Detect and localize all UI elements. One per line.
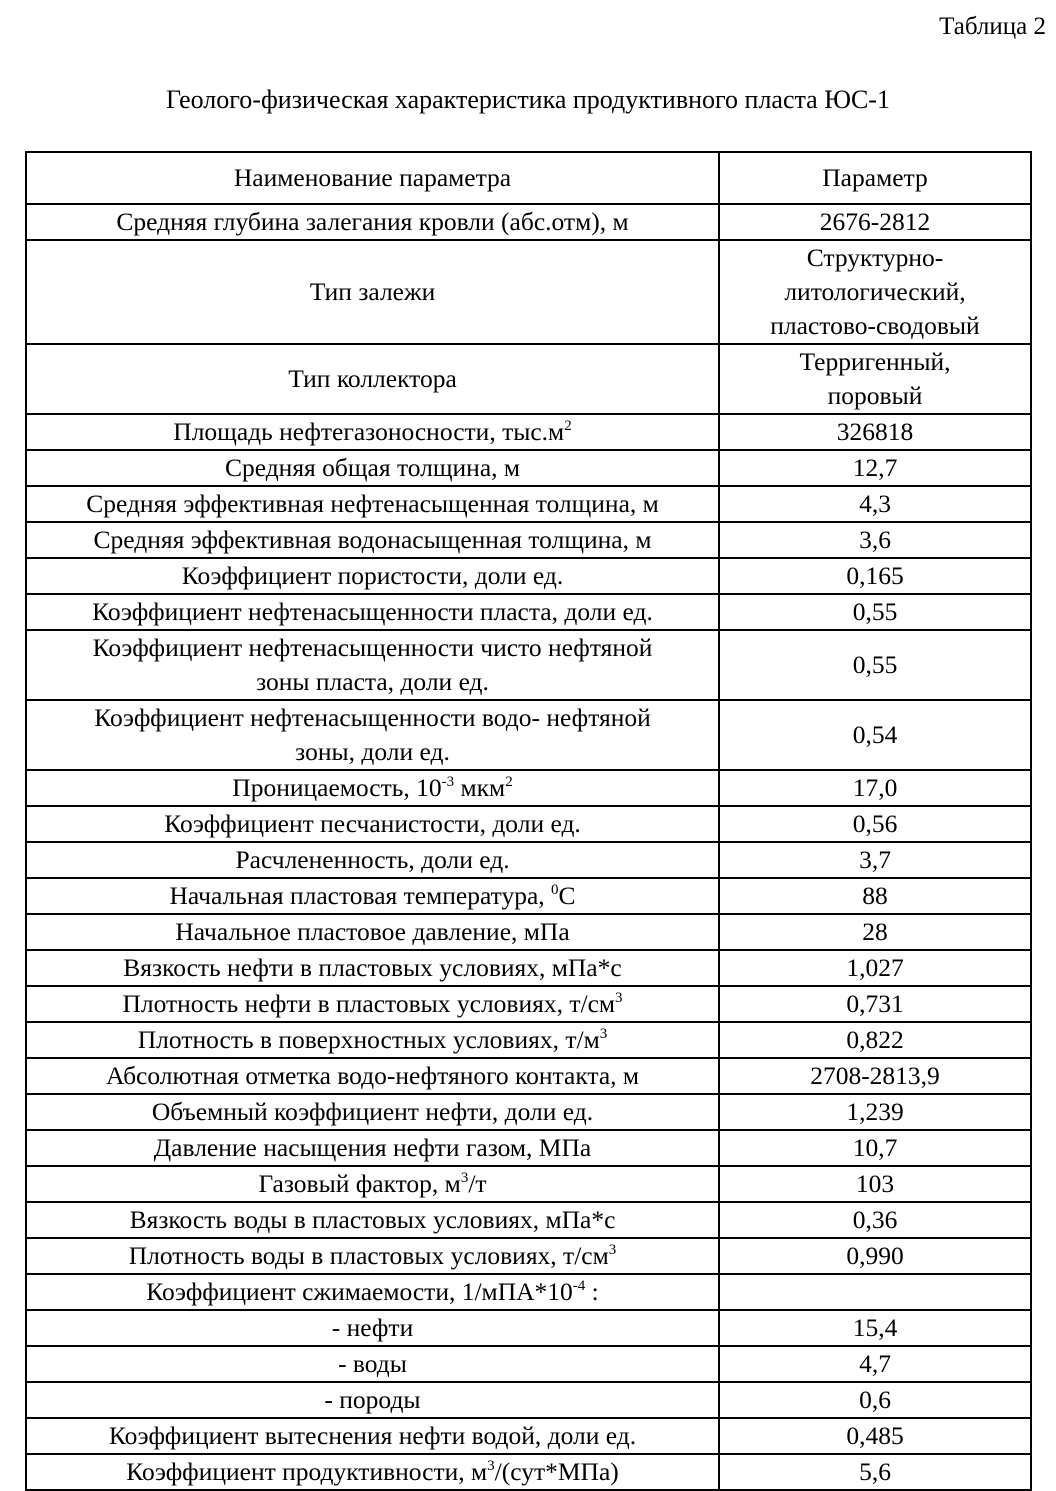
table-row [26,1454,1031,1490]
param-name-text: Начальная пластовая температура, [169,881,552,910]
param-value: 3,7 [719,842,1031,878]
table-row [26,1346,1031,1382]
param-name [26,630,719,700]
param-name-text: Плотность нефти в пластовых условиях, т/см [122,989,616,1018]
param-name: Начальное пластовое давление, мПа [26,914,719,950]
param-name-text: Проницаемость, 10 [232,773,442,802]
table-row [26,878,1031,914]
param-name: Коэффициент песчанистости, доли ед. [26,806,719,842]
param-value: 0,56 [719,806,1031,842]
param-name: - воды [26,1346,719,1382]
param-name: Тип коллектора [26,344,719,414]
table-row [26,1166,1031,1202]
param-name-tail: /(сут*МПа) [494,1457,619,1486]
table-row [26,1202,1031,1238]
param-name [26,986,719,1022]
table-row [26,1274,1031,1310]
value-line: литологический, [784,277,966,306]
param-name: Вязкость нефти в пластовых условиях, мПа*с [26,950,719,986]
table-row [26,558,1031,594]
param-value: 0,55 [719,630,1031,700]
param-value: 3,6 [719,522,1031,558]
table-row [26,1238,1031,1274]
superscript: 3 [487,1458,495,1474]
param-name [26,700,719,770]
param-value: 12,7 [719,450,1031,486]
value-line: Терригенный, [799,347,951,376]
table-row [26,770,1031,806]
param-value: 0,731 [719,986,1031,1022]
param-name: Средняя глубина залегания кровли (абс.отм), м [26,204,719,240]
table-row [26,1058,1031,1094]
table-row [26,1022,1031,1058]
table-row [26,486,1031,522]
param-name-text: Площадь нефтегазоносности, тыс.м [173,417,565,446]
table-row [26,240,1031,344]
param-name: Коэффициент вытеснения нефти водой, доли ед. [26,1418,719,1454]
param-value: 17,0 [719,770,1031,806]
param-name [26,1238,719,1274]
param-name: Тип залежи [26,240,719,344]
param-value: 28 [719,914,1031,950]
table-caption: Геолого-физическая характеристика продуктивного пласта ЮС-1 [166,85,890,114]
name-line: зоны пласта, доли ед. [256,667,489,696]
param-name: Давление насыщения нефти газом, МПа [26,1130,719,1166]
param-value: 0,990 [719,1238,1031,1274]
param-name: Средняя общая толщина, м [26,450,719,486]
param-value: 0,54 [719,700,1031,770]
value-line: пластово-сводовый [770,311,980,340]
table-row [26,344,1031,414]
param-value: 0,6 [719,1382,1031,1418]
table-row [26,914,1031,950]
param-name: Коэффициент пористости, доли ед. [26,558,719,594]
table-row [26,630,1031,700]
param-value: 0,165 [719,558,1031,594]
header-value: Параметр [719,152,1031,204]
table-row [26,594,1031,630]
table-header-row [26,152,1031,204]
param-name-text: Плотность воды в пластовых условиях, т/см [128,1241,609,1270]
superscript: 2 [505,774,513,790]
param-value: 4,7 [719,1346,1031,1382]
table-row [26,204,1031,240]
param-value: 103 [719,1166,1031,1202]
table-row [26,1382,1031,1418]
value-line: Структурно- [806,243,944,272]
param-name [26,1166,719,1202]
table-row [26,450,1031,486]
param-name: Объемный коэффициент нефти, доли ед. [26,1094,719,1130]
table-number: Таблица 2 [939,13,1046,40]
param-name-tail: : [585,1277,599,1306]
param-name-text: Плотность в поверхностных условиях, т/м [137,1025,600,1054]
table-row [26,842,1031,878]
param-value: 0,36 [719,1202,1031,1238]
table-row [26,986,1031,1022]
param-name-text: Коэффициент продуктивности, м [126,1457,488,1486]
param-value: 2708-2813,9 [719,1058,1031,1094]
name-line: зоны, доли ед. [295,737,450,766]
header-name: Наименование параметра [26,152,719,204]
table-row [26,1310,1031,1346]
param-name: - нефти [26,1310,719,1346]
param-value: 15,4 [719,1310,1031,1346]
table-row [26,1130,1031,1166]
param-name: - породы [26,1382,719,1418]
param-value: 10,7 [719,1130,1031,1166]
table-row [26,1094,1031,1130]
param-name: Коэффициент нефтенасыщенности пласта, доли ед. [26,594,719,630]
param-name [26,1274,719,1310]
param-value: 2676-2812 [719,204,1031,240]
table-row [26,700,1031,770]
value-line: поровый [827,381,923,410]
param-name: Вязкость воды в пластовых условиях, мПа*с [26,1202,719,1238]
param-name-text: Коэффициент сжимаемости, 1/мПА*10 [146,1277,573,1306]
param-value: 0,822 [719,1022,1031,1058]
param-name-tail: мкм [454,773,506,802]
param-name [26,1022,719,1058]
table-row [26,1418,1031,1454]
param-value [719,240,1031,344]
superscript: 0 [551,882,559,898]
param-name [26,770,719,806]
param-value: 5,6 [719,1454,1031,1490]
param-name: Средняя эффективная водонасыщенная толщина, м [26,522,719,558]
name-line: Коэффициент нефтенасыщенности чисто нефтяной [92,633,653,662]
param-value [719,1274,1031,1310]
superscript: 2 [564,418,572,434]
param-name: Средняя эффективная нефтенасыщенная толщина, м [26,486,719,522]
superscript: 3 [615,990,623,1006]
param-value: 1,239 [719,1094,1031,1130]
param-value: 4,3 [719,486,1031,522]
param-value: 326818 [719,414,1031,450]
param-name: Абсолютная отметка водо-нефтяного контакта, м [26,1058,719,1094]
superscript: 3 [599,1026,608,1042]
param-name-tail: С [558,881,576,910]
superscript: 3 [608,1242,617,1258]
table-row [26,522,1031,558]
table-row [26,806,1031,842]
param-value: 88 [719,878,1031,914]
superscript: 3 [460,1170,469,1186]
param-name [26,1454,719,1490]
param-value [719,344,1031,414]
table-row [26,950,1031,986]
superscript: -4 [572,1278,586,1294]
param-name [26,414,719,450]
superscript: -3 [441,774,455,790]
param-name: Расчлененность, доли ед. [26,842,719,878]
param-name [26,878,719,914]
param-name-text: Газовый фактор, м [258,1169,461,1198]
param-name-tail: /т [468,1169,487,1198]
param-value: 1,027 [719,950,1031,986]
param-value: 0,55 [719,594,1031,630]
parameters-table [25,151,1032,1491]
name-line: Коэффициент нефтенасыщенности водо- нефтяной [94,703,651,732]
param-value: 0,485 [719,1418,1031,1454]
table-row [26,414,1031,450]
